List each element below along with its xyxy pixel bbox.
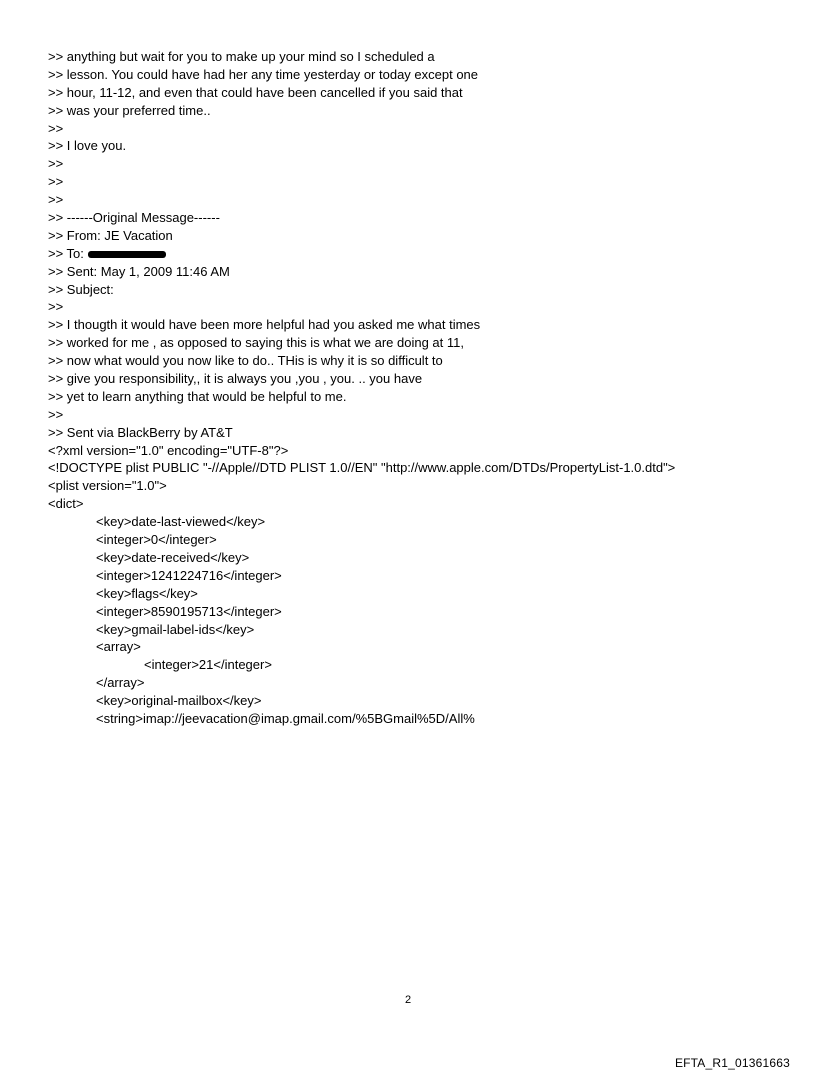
xml-line: <!DOCTYPE plist PUBLIC "-//Apple//DTD PLIST 1.0//EN" "http://www.apple.com/DTDs/PropertyList-1.0.dtd"> [48, 460, 676, 476]
text-line: >> [48, 299, 64, 315]
xml-line: </array> [96, 675, 145, 691]
to-label: >> To: [48, 245, 84, 261]
text-line: >> lesson. You could have had her any time yesterday or today except one [48, 66, 479, 82]
xml-line: <dict> [48, 496, 84, 512]
xml-line: <key>flags</key> [96, 585, 198, 601]
text-line: >> [48, 120, 64, 136]
text-line: >> [48, 406, 64, 422]
document-body [48, 48, 788, 728]
text-line: >> was your preferred time.. [48, 102, 211, 118]
xml-line: <?xml version="1.0" encoding="UTF-8"?> [48, 442, 289, 458]
text-line: >> Sent: May 1, 2009 11:46 AM [48, 263, 230, 279]
redaction-bar [88, 251, 166, 258]
xml-line: <key>original-mailbox</key> [96, 693, 262, 709]
text-line: >> yet to learn anything that would be helpful to me. [48, 388, 347, 404]
xml-line: <integer>0</integer> [96, 532, 217, 548]
xml-line: <integer>21</integer> [144, 657, 272, 673]
page-number: 2 [404, 994, 412, 1006]
xml-line: <string>imap://jeevacation@imap.gmail.com/%5BGmail%5D/All% [96, 710, 475, 726]
bates-number: EFTA_R1_01361663 [674, 1056, 790, 1070]
text-line: >> [48, 192, 64, 208]
xml-line: <integer>8590195713</integer> [96, 603, 282, 619]
xml-line: <plist version="1.0"> [48, 478, 167, 494]
xml-line: <key>gmail-label-ids</key> [96, 621, 255, 637]
text-line: >> now what would you now like to do.. THis is why it is so difficult to [48, 353, 443, 369]
text-line: >> I thougth it would have been more helpful had you asked me what times [48, 317, 481, 333]
xml-line: <integer>1241224716</integer> [96, 567, 282, 583]
xml-line: <key>date-last-viewed</key> [96, 514, 266, 530]
text-line: >> Subject: [48, 281, 114, 297]
text-line: >> ------Original Message------ [48, 210, 220, 226]
text-line: >> Sent via BlackBerry by AT&T [48, 424, 233, 440]
text-line: >> anything but wait for you to make up your mind so I scheduled a [48, 49, 435, 64]
xml-line: <array> [96, 639, 141, 655]
text-line: >> hour, 11-12, and even that could have been cancelled if you said that [48, 84, 463, 100]
text-line: >> I love you. [48, 138, 127, 154]
text-line: >> [48, 174, 64, 190]
text-line: >> worked for me , as opposed to saying this is what we are doing at 11, [48, 335, 464, 351]
text-line: >> From: JE Vacation [48, 227, 173, 243]
xml-line: <key>date-received</key> [96, 549, 250, 565]
text-line: >> [48, 156, 64, 172]
text-line: >> give you responsibility,, it is always you ,you , you. .. you have [48, 371, 423, 387]
to-line [48, 245, 788, 263]
